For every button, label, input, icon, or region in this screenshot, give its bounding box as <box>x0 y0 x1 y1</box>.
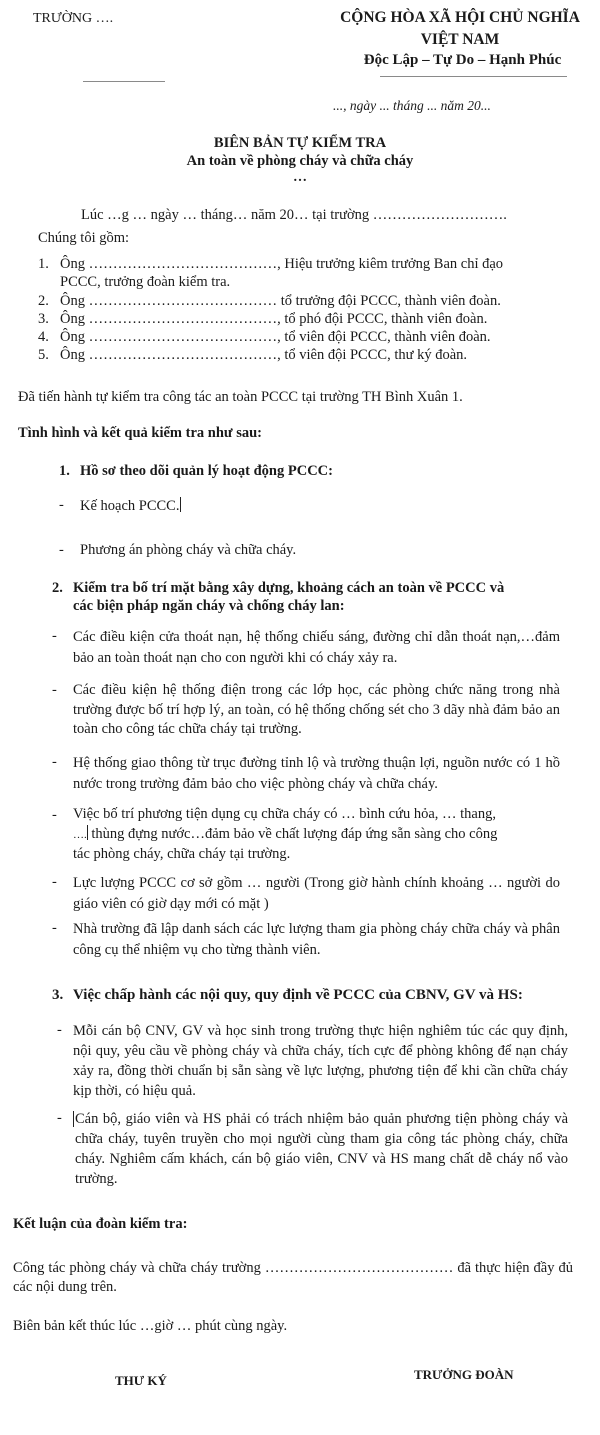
section-3-item: Mỗi cán bộ CNV, GV và học sinh trong trường thực hiện nghiêm túc các quy định, nội quy, yêu cầu về phòng cháy và chữa cháy, tích cực để phòng không để nạn cháy xảy ra, đồng thời chuẩn bị sẵn sàng về lực lượng, phương tiện để khi cần chữa cháy kịp thời, có hiệu quả. <box>73 1023 568 1099</box>
section-3-item: Cán bộ, giáo viên và HS phải có trách nhiệm bảo quản phương tiện phòng cháy và chữa cháy, tuyên truyền cho mọi người cùng tham gia công tác phòng cháy, chữa cháy. Nghiêm cấm khách, cán bộ giáo viên, CNV và HS mang chất dễ cháy nổ vào trường. <box>75 1111 568 1187</box>
member-number: 1. <box>38 256 49 272</box>
section-1-item: Phương án phòng cháy và chữa cháy. <box>80 542 297 558</box>
school-name: TRƯỜNG …. <box>33 11 114 26</box>
member-item: Ông …………………………………, tổ phó đội PCCC, thành viên đoàn. <box>60 311 488 327</box>
time-line: Lúc …g … ngày … tháng… năm 20… tại trường ………………………. <box>81 207 507 223</box>
motto-underline <box>380 76 567 77</box>
section-2-item: Các điều kiện hệ thống điện trong các lớp học, các phòng chức năng trong nhà trường được bố trí hợp lý, an toàn, có hệ thống chống sét cho 3 dãy nhà đảm bảo an toàn cho công tác chữa cháy tại trường. <box>73 682 560 737</box>
conclusion-heading: Kết luận của đoàn kiểm tra: <box>13 1216 188 1232</box>
section-2-title-line-1: Kiểm tra bố trí mặt bằng xây dựng, khoảng cách an toàn về PCCC và <box>73 580 505 596</box>
section-1-item-text: Kế hoạch PCCC. <box>80 498 180 514</box>
title-ellipsis: … <box>293 170 307 185</box>
school-underline <box>83 81 165 82</box>
bullet-dash: - <box>52 920 57 936</box>
document-subtitle: An toàn về phòng cháy và chữa cháy <box>186 153 414 169</box>
dotted-placeholder: …. <box>73 829 87 841</box>
member-item-continued: PCCC, trưởng đoàn kiểm tra. <box>60 274 231 290</box>
bullet-dash: - <box>52 628 57 644</box>
member-number: 2. <box>38 293 49 309</box>
member-number: 4. <box>38 329 49 345</box>
bullet-dash: - <box>59 497 64 513</box>
section-2-number: 2. <box>52 580 63 596</box>
end-time-line: Biên bản kết thúc lúc …giờ … phút cùng ngày. <box>13 1318 288 1334</box>
bullet-dash: - <box>59 542 64 558</box>
section-1-number: 1. <box>59 463 70 479</box>
section-2-item: Nhà trường đã lập danh sách các lực lượng tham gia phòng cháy chữa cháy và phân công cụ thể nhiệm vụ cho từng thành viên. <box>73 921 560 958</box>
bullet-dash: - <box>52 807 57 823</box>
member-number: 3. <box>38 311 49 327</box>
inspection-statement: Đã tiến hành tự kiểm tra công tác an toàn PCCC tại trường TH Bình Xuân 1. <box>18 389 463 405</box>
member-number: 5. <box>38 347 49 363</box>
section-2-item <box>73 806 560 864</box>
bullet-dash: - <box>52 682 57 698</box>
section-2-title-line-2: các biện pháp ngăn cháy và chống cháy lan: <box>73 598 345 614</box>
member-item: Ông …………………………………, tổ viên đội PCCC, thư ký đoàn. <box>60 347 468 363</box>
section-2-item-text: thùng đựng nước…đảm bảo về chất lượng đáp ứng sẵn sàng cho công <box>91 826 498 842</box>
section-3-title: Việc chấp hành các nội quy, quy định về PCCC của CBNV, GV và HS: <box>73 987 523 1003</box>
member-item: Ông ………………………………… tổ trưởng đội PCCC, thành viên đoàn. <box>60 293 501 309</box>
section-2-item: Các điều kiện cửa thoát nạn, hệ thống chiếu sáng, đường chỉ dẫn thoát nạn,…đảm bảo an toàn thoát nạn cho con người khi có cháy xảy ra. <box>73 629 560 666</box>
section-2-item-line <box>73 825 560 845</box>
republic-line-1: CỘNG HÒA XÃ HỘI CHỦ NGHĨA <box>340 9 580 26</box>
text-cursor <box>180 497 181 512</box>
text-cursor <box>73 1111 74 1127</box>
bullet-dash: - <box>52 754 57 770</box>
section-1-title: Hồ sơ theo dõi quản lý hoạt động PCCC: <box>80 463 333 479</box>
secretary-signature-label: THƯ KÝ <box>115 1373 167 1388</box>
member-item: Ông …………………………………, Hiệu trưởng kiêm trưởng Ban chỉ đạo <box>60 256 504 272</box>
leader-signature-label: TRƯỞNG ĐOÀN <box>414 1367 514 1382</box>
section-2-item-line: tác phòng cháy, chữa cháy tại trường. <box>73 846 291 862</box>
motto: Độc Lập – Tự Do – Hạnh Phúc <box>363 52 562 68</box>
bullet-dash: - <box>57 1022 62 1038</box>
section-3-number: 3. <box>52 987 64 1003</box>
results-heading: Tình hình và kết quả kiểm tra như sau: <box>18 425 262 441</box>
republic-line-2: VIỆT NAM <box>420 31 500 48</box>
document-title: BIÊN BẢN TỰ KIỂM TRA <box>213 135 387 151</box>
text-cursor <box>87 825 88 840</box>
conclusion-text: Công tác phòng cháy và chữa cháy trường ………………………………… đã thực hiện đầy đủ các nội dung trên. <box>13 1260 573 1295</box>
section-2-item: Lực lượng PCCC cơ sở gồm … người (Trong giờ hành chính khoảng … người do giáo viên có giờ dạy mới có mặt ) <box>73 875 560 912</box>
member-item: Ông …………………………………, tổ viên đội PCCC, thành viên đoàn. <box>60 329 491 345</box>
section-2-item-line: Việc bố trí phương tiện dụng cụ chữa cháy có … bình cứu hỏa, … thang, <box>73 806 496 822</box>
bullet-dash: - <box>57 1110 62 1126</box>
section-1-item <box>80 497 181 515</box>
date-line: ..., ngày ... tháng ... năm 20... <box>333 98 491 113</box>
bullet-dash: - <box>52 874 57 890</box>
section-2-item: Hệ thống giao thông từ trục đường tỉnh lộ và trường thuận lợi, nguồn nước có 1 hồ nước trong trường đảm bảo cho việc phòng cháy và chữa cháy. <box>73 755 560 792</box>
members-label: Chúng tôi gồm: <box>38 230 130 246</box>
